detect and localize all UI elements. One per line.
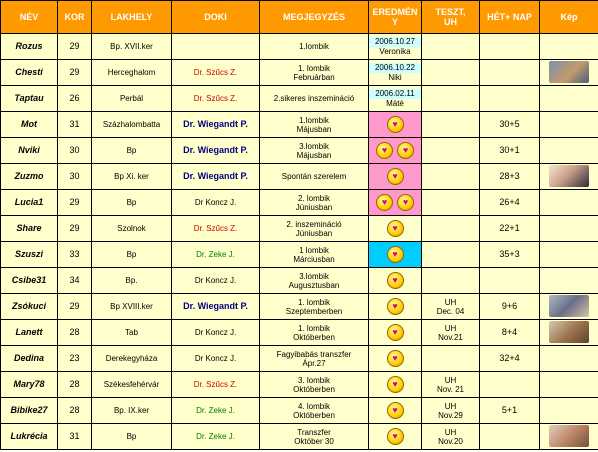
cell-megjegyzes [260, 112, 369, 138]
cell-eredmeny [369, 294, 422, 320]
cell-kor: 34 [58, 268, 92, 294]
cell-het-nap: 9+6 [480, 294, 540, 320]
photo-thumbnail [549, 321, 589, 343]
cell-nev: Dedina [1, 346, 58, 372]
cell-eredmeny [369, 320, 422, 346]
table-row [1, 424, 598, 450]
cell-lakhely: Bp [92, 138, 172, 164]
cell-kor: 30 [58, 138, 92, 164]
cell-lakhely: Bp XVIII.ker [92, 294, 172, 320]
header-kor: KOR [58, 1, 92, 34]
table-row [1, 112, 598, 138]
cell-kor: 30 [58, 164, 92, 190]
cell-doki: Dr Koncz J. [172, 268, 260, 294]
note-line2: Ápr.27 [302, 358, 326, 368]
cell-het-nap: 32+4 [480, 346, 540, 372]
cell-lakhely: Szolnok [92, 216, 172, 242]
cell-megjegyzes: Spontán szerelem [260, 164, 369, 190]
cell-doki: Dr. Szűcs Z. [172, 216, 260, 242]
note-line2: Októberben [293, 384, 335, 394]
cell-lakhely: Bp [92, 424, 172, 450]
cell-kep [540, 112, 598, 138]
cell-het-nap [480, 34, 540, 60]
cell-nev: Chesti [1, 60, 58, 86]
photo-thumbnail [549, 295, 589, 317]
note-line1: 1. lombik [297, 297, 330, 307]
cell-kor: 29 [58, 60, 92, 86]
cell-megjegyzes [260, 216, 369, 242]
cell-megjegyzes [260, 294, 369, 320]
header-lakhely: LAKHELY [92, 1, 172, 34]
result-date: 2006.10.27 [369, 37, 421, 47]
uh-date: Nov.20 [438, 436, 463, 446]
cell-het-nap: 28+3 [480, 164, 540, 190]
cell-teszt-uh [422, 320, 480, 346]
uh-label: UH [444, 323, 457, 333]
cell-doki: Dr. Wiegandt P. [172, 164, 260, 190]
heart-icon [387, 350, 404, 367]
note-line2: Júniusban [295, 228, 333, 238]
heart-icon [397, 142, 414, 159]
cell-nev: Rozus [1, 34, 58, 60]
table-row [1, 34, 598, 60]
note-line2: Augusztusban [288, 280, 340, 290]
heart-icon [397, 194, 414, 211]
uh-label: UH [444, 297, 457, 307]
table-row [1, 164, 598, 190]
note-line1: 4. lombik [297, 401, 330, 411]
cell-doki: Dr. Wiegandt P. [172, 294, 260, 320]
uh-date: Dec. 04 [436, 306, 465, 316]
cell-nev: Csibe31 [1, 268, 58, 294]
cell-het-nap: 35+3 [480, 242, 540, 268]
note-line1: 2. lombik [297, 193, 330, 203]
cell-doki: Dr. Wiegandt P. [172, 112, 260, 138]
cell-het-nap [480, 372, 540, 398]
table-row [1, 86, 598, 112]
cell-megjegyzes [260, 60, 369, 86]
cell-doki: Dr. Zeke J. [172, 398, 260, 424]
cell-lakhely: Tab [92, 320, 172, 346]
cell-doki: Dr. Zeke J. [172, 242, 260, 268]
cell-kor: 33 [58, 242, 92, 268]
result-baby-name: Veronika [379, 46, 411, 56]
cell-doki: Dr Koncz J. [172, 190, 260, 216]
cell-het-nap [480, 424, 540, 450]
cell-megjegyzes [260, 346, 369, 372]
cell-kor: 29 [58, 294, 92, 320]
header-kep: Kép [540, 1, 598, 34]
cell-eredmeny [369, 268, 422, 294]
uh-label: UH [444, 401, 457, 411]
note-line1: 3.lombik [299, 141, 329, 151]
cell-teszt-uh [422, 242, 480, 268]
cell-nev: Zuzmo [1, 164, 58, 190]
photo-thumbnail [549, 61, 589, 83]
table-row [1, 372, 598, 398]
cell-doki: Dr. Wiegandt P. [172, 138, 260, 164]
cell-teszt-uh [422, 424, 480, 450]
cell-kep [540, 138, 598, 164]
header-eredmeny: EREDMÉN Y [369, 1, 422, 34]
cell-megjegyzes [260, 398, 369, 424]
cell-kor: 29 [58, 216, 92, 242]
note-line2: Februárban [293, 72, 335, 82]
cell-kor: 28 [58, 398, 92, 424]
heart-icon [387, 116, 404, 133]
cell-kep [540, 242, 598, 268]
cell-het-nap: 8+4 [480, 320, 540, 346]
uh-date: Nov.21 [438, 332, 463, 342]
cell-nev: Szuszi [1, 242, 58, 268]
cell-teszt-uh [422, 398, 480, 424]
cell-kor: 28 [58, 320, 92, 346]
cell-lakhely: Bp [92, 190, 172, 216]
cell-teszt-uh [422, 294, 480, 320]
table-row [1, 346, 598, 372]
heart-icon [387, 402, 404, 419]
table-row [1, 320, 598, 346]
cell-kor: 28 [58, 372, 92, 398]
heart-icon [387, 246, 404, 263]
cell-kor: 29 [58, 190, 92, 216]
cell-kep [540, 34, 598, 60]
uh-label: UH [444, 375, 457, 385]
cell-kep [540, 268, 598, 294]
cell-het-nap: 22+1 [480, 216, 540, 242]
table-row [1, 138, 598, 164]
cell-lakhely: Perbál [92, 86, 172, 112]
cell-megjegyzes: 1.lombik [260, 34, 369, 60]
cell-kep [540, 372, 598, 398]
result-baby-name: Niki [388, 72, 402, 82]
cell-teszt-uh [422, 164, 480, 190]
table-row [1, 190, 598, 216]
cell-eredmeny [369, 190, 422, 216]
cell-eredmeny [369, 112, 422, 138]
heart-icon [387, 376, 404, 393]
cell-eredmeny [369, 346, 422, 372]
uh-date: Nov.29 [438, 410, 463, 420]
uh-date: Nov. 21 [437, 384, 464, 394]
note-line1: Transzfer [297, 427, 331, 437]
note-line1: 3.lombik [299, 271, 329, 281]
cell-kor: 31 [58, 112, 92, 138]
heart-icon [387, 428, 404, 445]
note-line2: Szeptemberben [285, 306, 343, 316]
cell-doki: Dr. Szűcs Z. [172, 372, 260, 398]
table-row [1, 398, 598, 424]
cell-nev: Mary78 [1, 372, 58, 398]
cell-megjegyzes [260, 190, 369, 216]
cell-megjegyzes [260, 242, 369, 268]
note-line2: Októberben [293, 332, 335, 342]
cell-kor: 31 [58, 424, 92, 450]
heart-icon [376, 194, 393, 211]
cell-megjegyzes: 2.sikeres inszemináció [260, 86, 369, 112]
cell-kep [540, 164, 598, 190]
photo-thumbnail [549, 425, 589, 447]
cell-doki: Dr. Szűcs Z. [172, 60, 260, 86]
cell-het-nap [480, 86, 540, 112]
cell-kep [540, 190, 598, 216]
cell-lakhely: Bp Xi. ker [92, 164, 172, 190]
cell-het-nap: 5+1 [480, 398, 540, 424]
table-row [1, 294, 598, 320]
cell-eredmeny [369, 86, 422, 112]
table-row [1, 216, 598, 242]
photo-thumbnail [549, 165, 589, 187]
heart-icon [376, 142, 393, 159]
cell-teszt-uh [422, 34, 480, 60]
cell-het-nap: 26+4 [480, 190, 540, 216]
cell-lakhely: Bp [92, 242, 172, 268]
header-megjegyzes: MEGJEGYZÉS [260, 1, 369, 34]
header-teszt-uh: TESZT, UH [422, 1, 480, 34]
cell-nev: Nviki [1, 138, 58, 164]
note-line2: Október 30 [294, 436, 334, 446]
cell-nev: Mot [1, 112, 58, 138]
cell-doki: Dr. Zeke J. [172, 424, 260, 450]
table-row [1, 242, 598, 268]
cell-eredmeny [369, 138, 422, 164]
note-line1: 1 lombik [299, 245, 329, 255]
cell-eredmeny [369, 242, 422, 268]
cell-lakhely: Bp. IX.ker [92, 398, 172, 424]
cell-teszt-uh [422, 60, 480, 86]
cell-teszt-uh [422, 372, 480, 398]
cell-kor: 23 [58, 346, 92, 372]
cell-teszt-uh [422, 86, 480, 112]
cell-het-nap [480, 268, 540, 294]
cell-kor: 29 [58, 34, 92, 60]
note-line1: 1. lombik [297, 63, 330, 73]
cell-kep [540, 294, 598, 320]
note-line2: Júniusban [295, 202, 333, 212]
heart-icon [387, 168, 404, 185]
heart-icon [387, 324, 404, 341]
cell-eredmeny [369, 398, 422, 424]
cell-nev: Lanett [1, 320, 58, 346]
cell-kep [540, 86, 598, 112]
cell-kep [540, 424, 598, 450]
cell-teszt-uh [422, 216, 480, 242]
cell-teszt-uh [422, 138, 480, 164]
cell-megjegyzes [260, 424, 369, 450]
cell-lakhely: Derekegyháza [92, 346, 172, 372]
header-het-nap: HÉT+ NAP [480, 1, 540, 34]
note-line2: Májusban [296, 150, 332, 160]
cell-het-nap: 30+5 [480, 112, 540, 138]
note-line1: Fagyibabás transzfer [276, 349, 352, 359]
cell-teszt-uh [422, 190, 480, 216]
header-row [1, 1, 598, 34]
cell-doki [172, 34, 260, 60]
cell-megjegyzes [260, 268, 369, 294]
cell-eredmeny [369, 372, 422, 398]
cell-kep [540, 216, 598, 242]
cell-megjegyzes [260, 372, 369, 398]
cell-kep [540, 346, 598, 372]
cell-kep [540, 398, 598, 424]
note-line1: 1.lombik [299, 115, 329, 125]
cell-lakhely: Százhalombatta [92, 112, 172, 138]
cell-eredmeny [369, 34, 422, 60]
cell-nev: Lucia1 [1, 190, 58, 216]
note-line2: Májusban [296, 124, 332, 134]
uh-label: UH [444, 427, 457, 437]
cell-doki: Dr Koncz J. [172, 346, 260, 372]
header-doki: DOKI [172, 1, 260, 34]
cell-nev: Bibike27 [1, 398, 58, 424]
cell-doki: Dr Koncz J. [172, 320, 260, 346]
cell-kep [540, 60, 598, 86]
cell-eredmeny [369, 164, 422, 190]
heart-icon [387, 220, 404, 237]
note-line1: 1. lombik [297, 323, 330, 333]
note-line2: Októberben [293, 410, 335, 420]
cell-het-nap [480, 60, 540, 86]
cell-nev: Share [1, 216, 58, 242]
cell-het-nap: 30+1 [480, 138, 540, 164]
note-line1: 2. inszemináció [286, 219, 342, 229]
cell-lakhely: Bp. XVII.ker [92, 34, 172, 60]
cell-kep [540, 320, 598, 346]
cell-teszt-uh [422, 112, 480, 138]
cell-lakhely: Herceghalom [92, 60, 172, 86]
cell-megjegyzes [260, 138, 369, 164]
cell-nev: Lukrécia [1, 424, 58, 450]
cell-eredmeny [369, 424, 422, 450]
note-line2: Márciusban [293, 254, 335, 264]
result-date: 2006.02.11 [369, 89, 421, 99]
heart-icon [387, 272, 404, 289]
result-baby-name: Máté [386, 98, 404, 108]
header-nev: NÉV [1, 1, 58, 34]
cell-nev: Zsókuci [1, 294, 58, 320]
cell-nev: Taptau [1, 86, 58, 112]
cell-kor: 26 [58, 86, 92, 112]
cell-eredmeny [369, 216, 422, 242]
cell-teszt-uh [422, 346, 480, 372]
note-line1: 3. lombik [297, 375, 330, 385]
cell-lakhely: Bp. [92, 268, 172, 294]
cell-eredmeny [369, 60, 422, 86]
heart-icon [387, 298, 404, 315]
cell-megjegyzes [260, 320, 369, 346]
result-date: 2006.10.22 [369, 63, 421, 73]
cell-teszt-uh [422, 268, 480, 294]
cell-lakhely: Székesfehérvár [92, 372, 172, 398]
table-row [1, 268, 598, 294]
table-row [1, 60, 598, 86]
cell-doki: Dr. Szűcs Z. [172, 86, 260, 112]
